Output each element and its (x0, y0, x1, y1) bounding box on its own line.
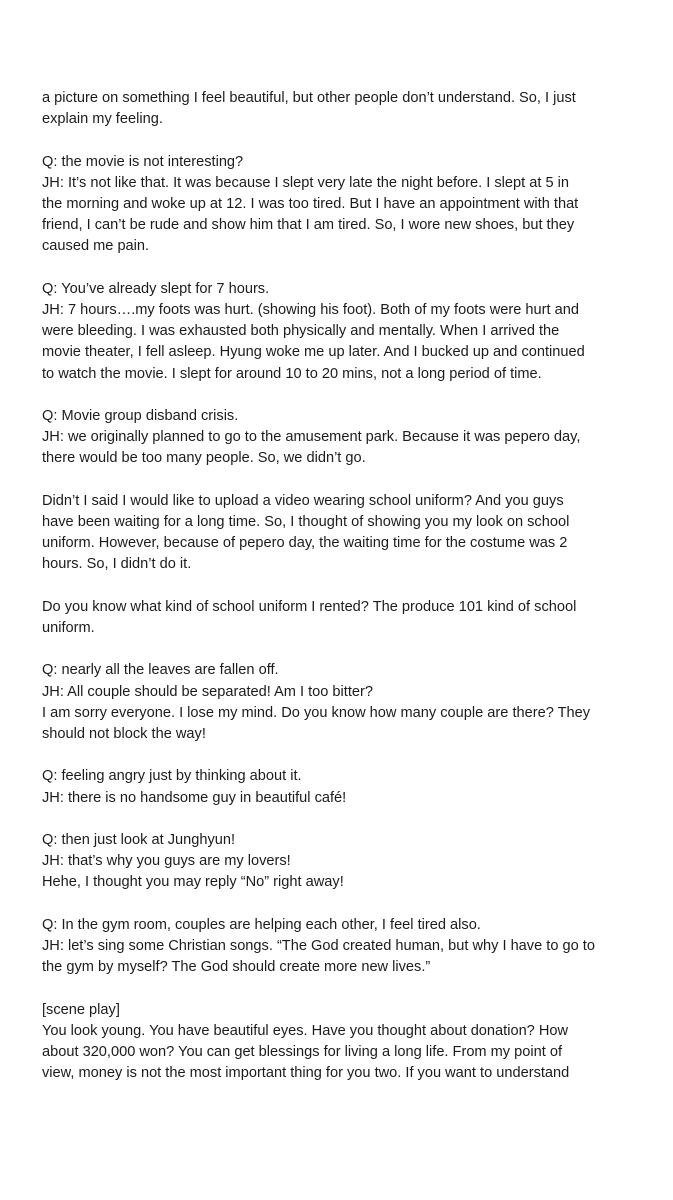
paragraph (42, 915, 652, 979)
text-line: the gym by myself? The God should create more new lives.” (42, 959, 431, 976)
paragraph (42, 88, 652, 130)
text-line: should not block the way! (42, 726, 206, 742)
paragraph (42, 491, 652, 576)
text-line: a picture on something I feel beautiful, but other people don’t understand. So, I just (42, 90, 576, 106)
document-body (42, 88, 652, 1106)
text-line: JH: 7 hours….my foots was hurt. (showing his foot). Both of my foots were hurt and (42, 302, 579, 318)
text-line: Q: Movie group disband crisis. (42, 408, 239, 424)
text-line: You look young. You have beautiful eyes. Have you thought about donation? How (42, 1022, 569, 1039)
text-line: Q: nearly all the leaves are fallen off. (42, 662, 279, 679)
text-line: were bleeding. I was exhausted both physically and mentally. When I arrived the (42, 323, 560, 340)
text-line: JH: let’s sing some Christian songs. “The God created human, but why I have to go to (42, 937, 595, 954)
text-line: JH: that’s why you guys are my lovers! (42, 853, 291, 870)
paragraph (42, 279, 652, 385)
text-line: Hehe, I thought you may reply “No” right away! (42, 874, 344, 891)
text-line: friend, I can’t be rude and show him that I am tired. So, I wore new shoes, but they (42, 217, 575, 234)
paragraph (42, 597, 652, 639)
text-line: uniform. However, because of pepero day, the waiting time for the costume was 2 (42, 535, 568, 552)
text-line: Q: the movie is not interesting? (42, 153, 244, 170)
text-line: I am sorry everyone. I lose my mind. Do you know how many couple are there? They (42, 704, 591, 721)
paragraph (42, 1000, 652, 1085)
paragraph (42, 660, 652, 745)
text-line: explain my feeling. (42, 111, 163, 128)
text-line: JH: It’s not like that. It was because I slept very late the night before. I slept at 5 in (42, 174, 570, 191)
text-line: Q: then just look at Junghyun! (42, 831, 236, 848)
text-line: Didn’t I said I would like to upload a video wearing school uniform? And you guys (42, 492, 564, 509)
text-line: to watch the movie. I slept for around 10 to 20 mins, not a long period of time. (42, 365, 542, 382)
text-line: JH: there is no handsome guy in beautiful café! (42, 789, 347, 806)
text-line: have been waiting for a long time. So, I thought of showing you my look on school (42, 514, 570, 530)
paragraph (42, 830, 652, 894)
paragraph (42, 766, 652, 808)
paragraph (42, 406, 652, 470)
text-line: JH: we originally planned to go to the amusement park. Because it was pepero day, (42, 429, 581, 446)
text-line: movie theater, I fell asleep. Hyung woke me up later. And I bucked up and continued (42, 344, 585, 361)
text-line: about 320,000 won? You can get blessings for living a long life. From my point of (42, 1043, 563, 1060)
text-line: the morning and woke up at 12. I was too tired. But I have an appointment with that (42, 196, 579, 212)
text-line: uniform. (42, 620, 95, 636)
text-line: there would be too many people. So, we didn’t go. (42, 450, 366, 467)
paragraph (42, 152, 652, 258)
text-line: view, money is not the most important thing for you two. If you want to understand (42, 1065, 570, 1082)
text-line: [scene play] (42, 1001, 120, 1018)
text-line: Do you know what kind of school uniform I rented? The produce 101 kind of school (42, 598, 577, 615)
text-line: caused me pain. (42, 238, 150, 255)
text-line: Q: In the gym room, couples are helping each other, I feel tired also. (42, 916, 481, 933)
text-line: Q: You’ve already slept for 7 hours. (42, 280, 270, 297)
text-line: Q: feeling angry just by thinking about it. (42, 768, 302, 785)
text-line: JH: All couple should be separated! Am I too bitter? (42, 683, 373, 700)
text-line: hours. So, I didn’t do it. (42, 556, 192, 573)
